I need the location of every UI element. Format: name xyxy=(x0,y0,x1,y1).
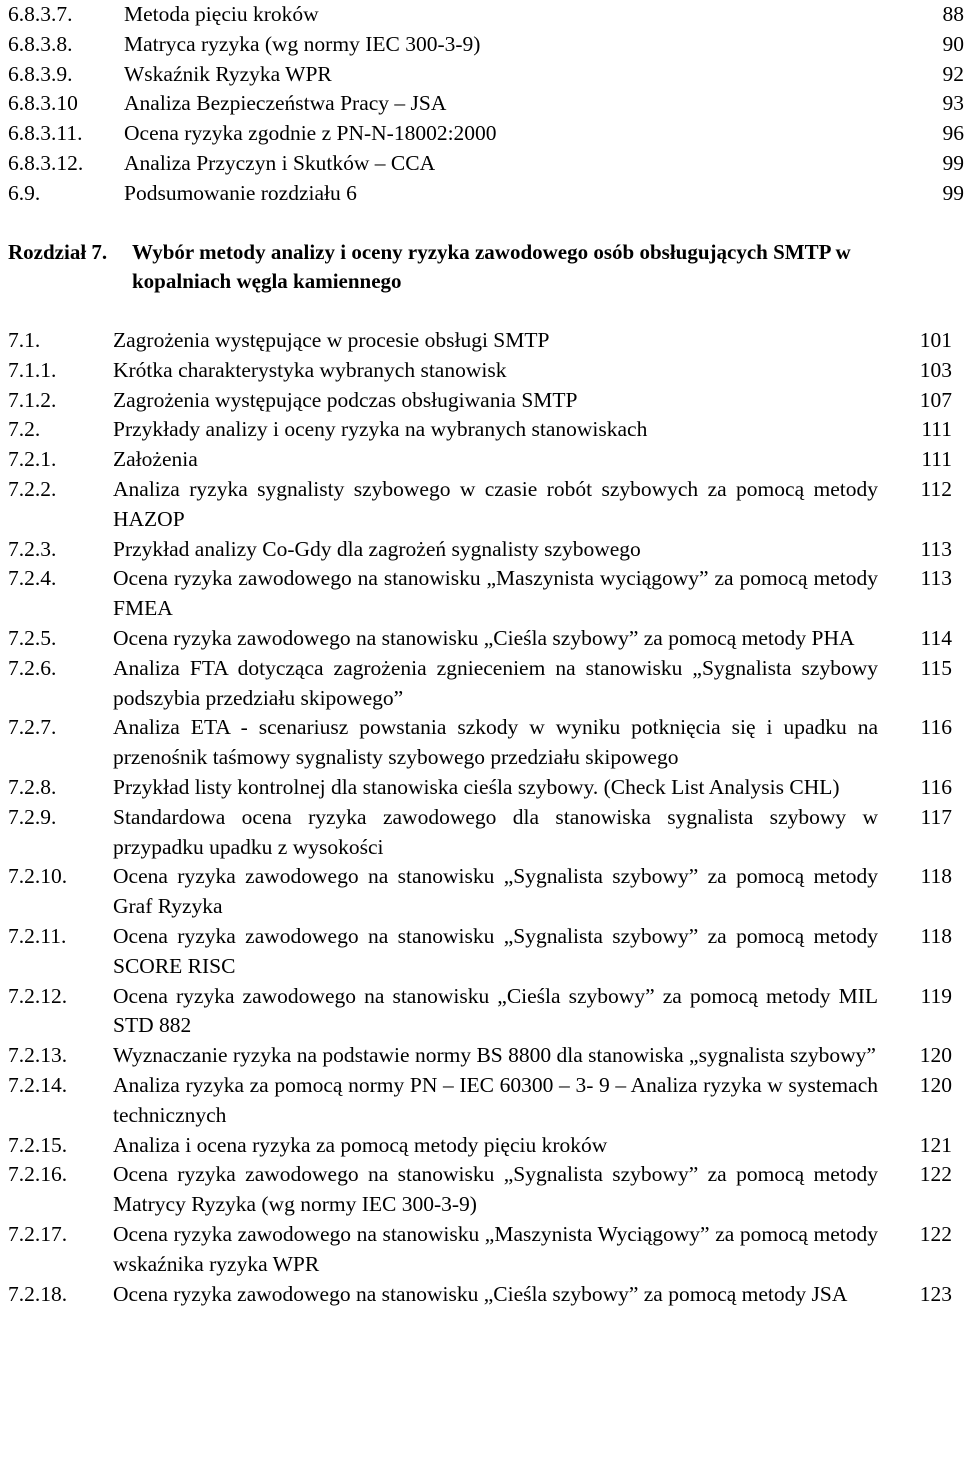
toc-entry-page: 92 xyxy=(942,61,964,86)
toc-entry-page: 115 xyxy=(920,655,952,680)
toc-entry-title: Przykłady analizy i oceny ryzyka na wybranych stanowiskach xyxy=(113,417,648,442)
toc-row xyxy=(8,982,952,1042)
toc-entry-page: 111 xyxy=(921,447,952,472)
toc-entry-page: 113 xyxy=(920,566,952,591)
toc-entry-title: Analiza i ocena ryzyka za pomocą metody pięciu kroków xyxy=(113,1132,608,1157)
toc-entry-title: Podsumowanie rozdziału 6 xyxy=(124,180,357,205)
toc-entry-number: 6.8.3.8. xyxy=(8,31,73,56)
toc-row xyxy=(8,654,952,714)
toc-entry-page: 88 xyxy=(942,2,964,26)
toc-entry-number: 7.2.10. xyxy=(8,864,68,889)
toc-row xyxy=(8,475,952,535)
toc-entry-page: 117 xyxy=(920,804,952,829)
toc-entry-title: Metoda pięciu kroków xyxy=(124,2,319,26)
toc-row xyxy=(8,862,952,922)
toc-entry-title: Ocena ryzyka zawodowego na stanowisku „Cieśla szybowy” za pomocą metody PHA xyxy=(113,625,855,650)
toc-entry-page: 120 xyxy=(919,1043,952,1068)
toc-row xyxy=(8,386,952,416)
toc-entry-number: 6.8.3.9. xyxy=(8,61,73,86)
toc-entry-page: 122 xyxy=(919,1221,952,1246)
toc-entry-number: 7.2.18. xyxy=(8,1281,68,1306)
toc-entry-title: Przykład listy kontrolnej dla stanowiska cieśla szybowy. (Check List Analysis CHL) xyxy=(113,774,840,799)
toc-entry-page: 103 xyxy=(919,357,952,382)
toc-row xyxy=(8,1041,952,1071)
toc-entry-title: Analiza Bezpieczeństwa Pracy – JSA xyxy=(124,91,447,116)
toc-row xyxy=(8,119,964,149)
toc-entry-number: 7.2.12. xyxy=(8,983,68,1008)
toc-entry-title: Ocena ryzyka zgodnie z PN-N-18002:2000 xyxy=(124,121,497,146)
toc-entry-page: 99 xyxy=(942,180,964,205)
toc-row xyxy=(8,1280,952,1310)
toc-entry-page: 113 xyxy=(920,536,952,561)
toc-entry-number: 7.2.1. xyxy=(8,447,57,472)
toc-entry-number: 6.8.3.10 xyxy=(8,91,78,116)
toc-entry-page: 111 xyxy=(921,417,952,442)
toc-entry-page: 122 xyxy=(919,1162,952,1187)
toc-entry-page: 107 xyxy=(919,387,952,412)
toc-entry-number: 7.2. xyxy=(8,417,41,442)
toc-entry-number: 7.2.17. xyxy=(8,1221,68,1246)
toc-row xyxy=(8,179,964,209)
toc-entry-page: 119 xyxy=(920,983,952,1008)
toc-entry-title: Ocena ryzyka zawodowego na stanowisku „Maszynista wyciągowy” za pomocą metody FMEA xyxy=(113,566,878,621)
toc-entry-number: 6.9. xyxy=(8,180,41,205)
toc-entry-number: 7.2.4. xyxy=(8,566,57,591)
toc-entry-number: 7.2.15. xyxy=(8,1132,68,1157)
toc-entry-number: 7.2.8. xyxy=(8,774,57,799)
toc-row xyxy=(8,326,952,356)
toc-entry-number: 7.2.7. xyxy=(8,715,57,740)
toc-row xyxy=(8,713,952,773)
toc-entry-number: 7.2.14. xyxy=(8,1072,68,1097)
toc-entry-page: 99 xyxy=(942,150,964,175)
chapter-label: Rozdział 7. xyxy=(8,240,108,264)
toc-entry-title: Krótka charakterystyka wybranych stanowisk xyxy=(113,357,507,382)
toc-row xyxy=(8,773,952,803)
toc-entry-title: Ocena ryzyka zawodowego na stanowisku „Cieśla szybowy” za pomocą metody JSA xyxy=(113,1281,848,1306)
toc-entry-page: 118 xyxy=(920,864,952,889)
toc-entry-page: 120 xyxy=(919,1072,952,1097)
toc-entry-title: Przykład analizy Co-Gdy dla zagrożeń sygnalisty szybowego xyxy=(113,536,641,561)
toc-entry-number: 7.2.9. xyxy=(8,804,57,829)
toc-entry-title: Standardowa ocena ryzyka zawodowego dla stanowiska sygnalista szybowy w przypadku upadku z wysokości xyxy=(113,804,878,859)
toc-entry-title: Zagrożenia występujące w procesie obsługi SMTP xyxy=(113,328,550,352)
toc-row xyxy=(8,445,952,475)
toc-entry-page: 90 xyxy=(942,31,964,56)
toc-entry-title: Ocena ryzyka zawodowego na stanowisku „Cieśla szybowy” za pomocą metody MIL STD 882 xyxy=(113,983,878,1038)
toc-row xyxy=(8,564,952,624)
toc-entry-title: Wyznaczanie ryzyka na podstawie normy BS 8800 dla stanowiska „sygnalista szybowy” xyxy=(113,1043,876,1068)
toc-entry-page: 112 xyxy=(920,476,952,501)
toc-entry-title: Matryca ryzyka (wg normy IEC 300-3-9) xyxy=(124,31,481,56)
toc-entry-page: 121 xyxy=(919,1132,952,1157)
toc-entry-number: 7.2.13. xyxy=(8,1043,68,1068)
toc-entry-page: 114 xyxy=(920,625,952,650)
toc-entry-title: Zagrożenia występujące podczas obsługiwania SMTP xyxy=(113,387,578,412)
toc-row xyxy=(8,89,964,119)
toc-row xyxy=(8,30,964,60)
toc-row xyxy=(8,1160,952,1220)
toc-row xyxy=(8,60,964,90)
toc-entry-page: 96 xyxy=(942,121,964,146)
toc-row xyxy=(8,922,952,982)
toc-entry-number: 7.2.5. xyxy=(8,625,57,650)
toc-row xyxy=(8,149,964,179)
toc-entry-title: Analiza FTA dotycząca zagrożenia zgnieceniem na stanowisku „Sygnalista szybowy podszybia przedziału skipowego” xyxy=(113,655,878,710)
chapter-title: Wybór metody analizy i oceny ryzyka zawodowego osób obsługujących SMTP w kopalniach węgla kamiennego xyxy=(132,240,851,293)
toc-entry-title: Ocena ryzyka zawodowego na stanowisku „Sygnalista szybowy” za pomocą metody Matrycy Ryzyka (wg normy IEC 300-3-9) xyxy=(113,1162,878,1217)
toc-entry-number: 6.8.3.7. xyxy=(8,2,73,26)
toc-entry-title: Analiza ryzyka za pomocą normy PN – IEC 60300 – 3- 9 – Analiza ryzyka w systemach technicznych xyxy=(113,1072,878,1127)
toc-row xyxy=(8,356,952,386)
toc-entry-number: 7.2.2. xyxy=(8,476,57,501)
toc-entry-number: 7.2.11. xyxy=(8,923,67,948)
toc-entry-number: 7.2.16. xyxy=(8,1162,68,1187)
toc-entry-number: 7.2.3. xyxy=(8,536,57,561)
toc-entry-number: 6.8.3.12. xyxy=(8,150,84,175)
toc-entry-title: Analiza ETA - scenariusz powstania szkody w wyniku potknięcia się i upadku na przenośnik taśmowy sygnalisty szybowego przedziału skipowego xyxy=(113,715,878,770)
toc-entry-page: 116 xyxy=(920,774,952,799)
toc-entry-page: 123 xyxy=(919,1281,952,1306)
toc-row xyxy=(8,415,952,445)
toc-row xyxy=(8,1131,952,1161)
toc-entry-page: 101 xyxy=(919,328,952,352)
toc-entry-page: 93 xyxy=(942,91,964,116)
toc-entry-number: 7.1.1. xyxy=(8,357,57,382)
toc-entry-number: 6.8.3.11. xyxy=(8,121,83,146)
toc-section-7 xyxy=(8,326,952,1309)
toc-entry-number: 7.2.6. xyxy=(8,655,57,680)
toc-row xyxy=(8,803,952,863)
toc-entry-title: Założenia xyxy=(113,447,198,472)
toc-entry-title: Ocena ryzyka zawodowego na stanowisku „Sygnalista szybowy” za pomocą metody Graf Ryzyka xyxy=(113,864,878,919)
toc-entry-title: Analiza Przyczyn i Skutków – CCA xyxy=(124,150,436,175)
toc-row xyxy=(8,535,952,565)
toc-entry-title: Ocena ryzyka zawodowego na stanowisku „Maszynista Wyciągowy” za pomocą metody wskaźnika ryzyka WPR xyxy=(113,1221,878,1276)
toc-entry-number: 7.1.2. xyxy=(8,387,57,412)
toc-entry-title: Wskaźnik Ryzyka WPR xyxy=(124,61,332,86)
toc-row xyxy=(8,1071,952,1131)
toc-row xyxy=(8,624,952,654)
toc-section-6-tail xyxy=(8,0,964,209)
toc-entry-page: 116 xyxy=(920,715,952,740)
toc-entry-title: Ocena ryzyka zawodowego na stanowisku „Sygnalista szybowy” za pomocą metody SCORE RISC xyxy=(113,923,878,978)
toc-entry-title: Analiza ryzyka sygnalisty szybowego w czasie robót szybowych za pomocą metody HAZOP xyxy=(113,476,878,531)
toc-entry-page: 118 xyxy=(920,923,952,948)
toc-entry-number: 7.1. xyxy=(8,328,41,352)
toc-row xyxy=(8,1220,952,1280)
toc-row xyxy=(8,0,964,30)
